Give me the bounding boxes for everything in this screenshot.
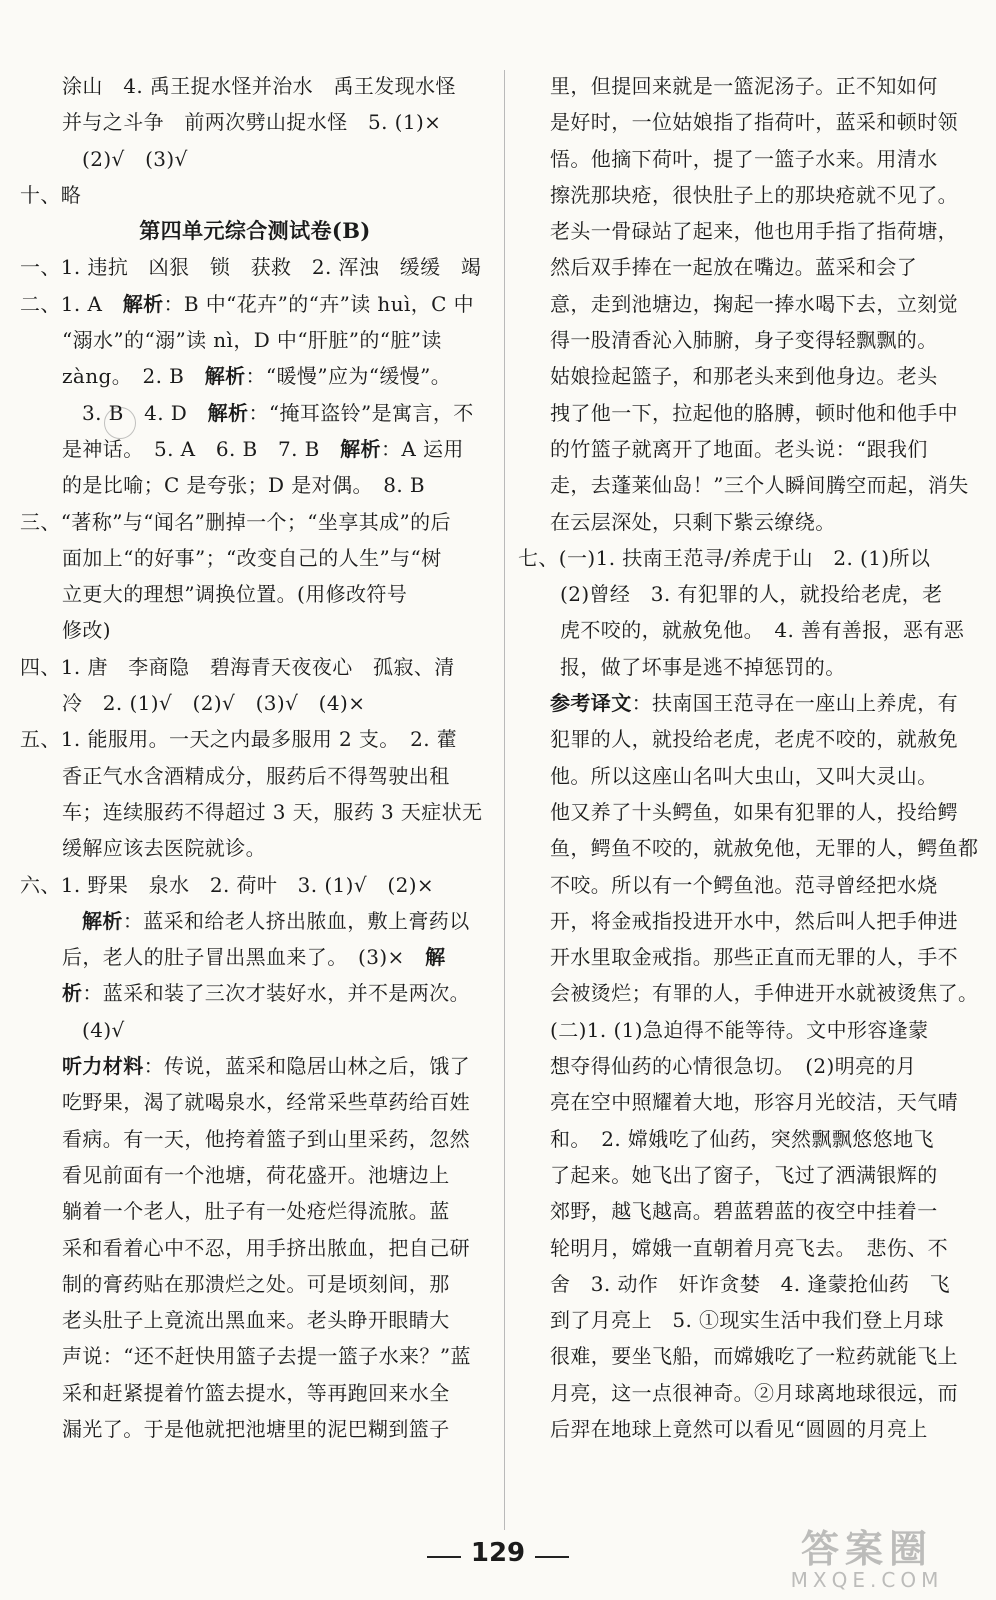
right-text-line: 擦洗那块疮，很快肚子上的那块疮就不见了。 <box>550 182 958 207</box>
left-text-line: “溺水”的“溺”读 nì，D 中“肝脏”的“脏”读 <box>62 328 442 353</box>
watermark-url: MXQE.COM <box>790 1568 944 1592</box>
line-segment: 后，老人的肚子冒出黑血来了。 (3)× <box>62 945 426 970</box>
right-text-line: 七、(一)1. 扶南王范寻/养虎于山 2. (1)所以 <box>518 545 931 570</box>
left-text-line: 看见前面有一个池塘，荷花盛开。池塘边上 <box>62 1162 450 1187</box>
right-text-line: 舍 3. 动作 奸诈贪婪 4. 逢蒙抢仙药 飞 <box>550 1271 951 1296</box>
left-text-line: (4)√ <box>82 1017 125 1042</box>
right-text-line: 想夺得仙药的心情很急切。 (2)明亮的月 <box>550 1054 917 1079</box>
right-text-line: 报，做了坏事是逃不掉惩罚的。 <box>560 654 846 679</box>
bold-label: 解析 <box>122 291 164 316</box>
left-text-line: 老头肚子上竟流出黑血来。老头睁开眼睛大 <box>62 1308 450 1333</box>
right-text-line: 和。 2. 嫦娥吃了仙药，突然飘飘悠悠地飞 <box>550 1126 934 1151</box>
right-text-line: 是好时，一位姑娘指了指荷叶，蓝采和顿时领 <box>550 110 958 135</box>
left-text-line <box>20 431 490 467</box>
right-text-line: 亮在空中照耀着大地，形容月光皎洁，天气晴 <box>550 1090 958 1115</box>
right-text-line: 意，走到池塘边，掬起一捧水喝下去，立刻觉 <box>550 291 958 316</box>
right-column <box>518 68 978 1447</box>
left-text-line: 第四单元综合测试卷(B) <box>139 218 371 244</box>
left-text-line: 躺着一个老人，肚子有一处疮烂得流脓。蓝 <box>62 1199 450 1224</box>
left-text-line <box>20 286 490 322</box>
right-text-line: (2)曾经 3. 有犯罪的人，就投给老虎，老 <box>560 582 943 607</box>
left-text-line: (2)√ (3)√ <box>82 146 188 171</box>
right-text-line: (二)1. (1)急迫得不能等待。文中形容逢蒙 <box>550 1017 929 1042</box>
left-text-line <box>20 975 490 1011</box>
right-text-line: 姑娘捡起篮子，和那老头来到他身边。老头 <box>550 364 938 389</box>
left-text-line: 制的膏药贴在那溃烂之处。可是顷刻间，那 <box>62 1271 450 1296</box>
right-text-line: 在云层深处，只剩下紫云缭绕。 <box>550 509 836 534</box>
left-text-line: 并与之斗争 前两次劈山捉水怪 5. (1)× <box>62 110 442 135</box>
left-text-line: 面加上“的好事”；“改变自己的人生”与“树 <box>62 545 442 570</box>
left-text-line: 三、“著称”与“闻名”删掉一个；“坐享其成”的后 <box>20 509 451 534</box>
right-text-line: 悟。他摘下荷叶，提了一篮子水来。用清水 <box>550 146 938 171</box>
right-text-line: 虎不咬的，就赦免他。 4. 善有善报，恶有恶 <box>560 618 965 643</box>
bold-label: 解析 <box>82 908 123 933</box>
left-text-line: 车；连续服药不得超过 3 天，服药 3 天症状无 <box>62 799 483 824</box>
right-text-line: 里，但提回来就是一篮泥汤子。正不知如何 <box>550 74 938 98</box>
left-text-line <box>20 903 490 939</box>
left-text-line <box>20 939 490 975</box>
left-text-line: 四、1. 唐 李商隐 碧海青天夜夜心 孤寂、清 <box>20 654 455 679</box>
left-text-line: 的是比喻；C 是夸张；D 是对偶。 8. B <box>62 473 425 498</box>
left-text-line: 声说：“还不赶快用篮子去提一篮子水来？”蓝 <box>62 1344 471 1369</box>
right-text-line: 了起来。她飞出了窗子，飞过了洒满银辉的 <box>550 1162 938 1187</box>
right-text-line: 的竹篮子就离开了地面。老头说：“跟我们 <box>550 436 928 461</box>
left-column <box>20 68 490 1447</box>
left-text-line: 吃野果，渴了就喝泉水，经常采些草药给百姓 <box>62 1090 470 1115</box>
right-text-line: 开水里取金戒指。那些正直而无罪的人，手不 <box>550 945 958 970</box>
bold-label: 解析 <box>340 436 381 461</box>
line-segment: 是神话。 5. A 6. B 7. B <box>62 436 341 461</box>
right-text-line: 开，将金戒指投进开水中，然后叫人把手伸进 <box>550 908 958 933</box>
line-segment: ：“暖慢”应为“缓慢”。 <box>245 364 452 389</box>
left-text-line: 漏光了。于是他就把池塘里的泥巴糊到篮子 <box>62 1416 450 1441</box>
right-text-line: 月亮，这一点很神奇。②月球离地球很远，而 <box>550 1380 958 1405</box>
bold-label: 解析 <box>207 400 249 425</box>
line-segment: ：传说，蓝采和隐居山林之后，饿了 <box>143 1054 471 1079</box>
left-text-line: 十、略 <box>20 182 82 207</box>
bold-label: 参考译文 <box>550 691 632 716</box>
left-text-line <box>20 358 490 394</box>
bold-label: 解 <box>425 945 446 970</box>
bold-label: 听力材料 <box>62 1054 144 1079</box>
footer-dash-left <box>427 1556 461 1558</box>
footer-dash-right <box>535 1556 569 1558</box>
left-text-line: 一、1. 违抗 凶狠 锁 获救 2. 浑浊 缓缓 竭 <box>20 255 482 280</box>
right-text-line <box>518 685 978 721</box>
line-segment: ：扶南国王范寻在一座山上养虎，有 <box>631 691 959 716</box>
right-text-line: 老头一骨碌站了起来，他也用手指了指荷塘， <box>550 219 958 244</box>
right-text-line: 然后双手捧在一起放在嘴边。蓝采和会了 <box>550 255 918 280</box>
left-text-line: 采和看着心中不忍，用手挤出脓血，把自己研 <box>62 1235 470 1260</box>
line-segment: 二、1. A <box>20 291 123 316</box>
right-text-line: 拽了他一下，拉起他的胳膊，顿时他和他手中 <box>550 400 958 425</box>
left-text-line: 涂山 4. 禹王捉水怪并治水 禹王发现水怪 <box>62 74 456 98</box>
line-segment: ：“掩耳盗铃”是寓言，不 <box>248 400 474 425</box>
right-text-line: 郊野，越飞越高。碧蓝碧蓝的夜空中挂着一 <box>550 1199 938 1224</box>
left-text-line: 立更大的理想”调换位置。(用修改符号 <box>62 582 408 607</box>
right-text-line: 他又养了十头鳄鱼，如果有犯罪的人，投给鳄 <box>550 799 958 824</box>
line-segment: ：B 中“花卉”的“卉”读 huì，C 中 <box>163 291 475 316</box>
left-text-line: 看病。有一天，他挎着篮子到山里采药，忽然 <box>62 1126 470 1151</box>
left-text-line: 冷 2. (1)√ (2)√ (3)√ (4)× <box>62 691 366 716</box>
right-text-line: 走，去蓬莱仙岛！”三个人瞬间腾空而起，消失 <box>550 473 969 498</box>
left-text-line: 缓解应该去医院就诊。 <box>62 836 266 861</box>
bold-label: 解析 <box>204 364 246 389</box>
right-text-line: 会被烫烂；有罪的人，手伸进开水就被烫焦了。 <box>550 981 978 1006</box>
line-segment: ：A 运用 <box>380 436 464 461</box>
left-text-line: 修改) <box>62 618 112 643</box>
page-number: 129 <box>470 1538 526 1568</box>
right-text-line: 鱼，鳄鱼不咬的，就赦免他，无罪的人，鳄鱼都 <box>550 836 978 861</box>
left-text-line <box>20 395 490 431</box>
column-divider <box>504 70 505 1530</box>
right-text-line: 犯罪的人，就投给老虎，老虎不咬的，就赦免 <box>550 727 958 752</box>
right-text-line: 后羿在地球上竟然可以看见“圆圆的月亮上 <box>550 1416 928 1441</box>
right-text-line: 不咬。所以有一个鳄鱼池。范寻曾经把水烧 <box>550 872 938 897</box>
left-text-line: 五、1. 能服用。一天之内最多服用 2 支。 2. 藿 <box>20 727 458 752</box>
right-text-line: 轮明月，嫦娥一直朝着月亮飞去。 悲伤、不 <box>550 1235 948 1260</box>
right-text-line: 到了月亮上 5. ①现实生活中我们登上月球 <box>550 1308 944 1333</box>
left-text-line: 香正气水含酒精成分，服药后不得驾驶出租 <box>62 763 450 788</box>
line-segment: ：蓝采和装了三次才装好水，并不是两次。 <box>82 981 471 1006</box>
bold-label: 析 <box>62 981 83 1006</box>
left-text-line <box>20 1048 490 1084</box>
line-segment: ：蓝采和给老人挤出脓血，敷上膏药以 <box>122 908 470 933</box>
right-text-line: 很难，要坐飞船，而嫦娥吃了一粒药就能飞上 <box>550 1344 958 1369</box>
line-segment: zàng。 2. B <box>62 364 205 389</box>
watermark-title: 答案圈 <box>800 1527 933 1571</box>
left-text-line: 六、1. 野果 泉水 2. 荷叶 3. (1)√ (2)× <box>20 872 435 897</box>
left-text-line: 采和赶紧提着竹篮去提水，等再跑回来水全 <box>62 1380 450 1405</box>
watermark-logo <box>752 1528 982 1592</box>
line-segment: 3. B 4. D <box>82 400 208 425</box>
right-text-line: 他。所以这座山名叫大虫山，又叫大灵山。 <box>550 763 938 788</box>
right-text-line: 得一股清香沁入肺腑，身子变得轻飘飘的。 <box>550 328 938 353</box>
